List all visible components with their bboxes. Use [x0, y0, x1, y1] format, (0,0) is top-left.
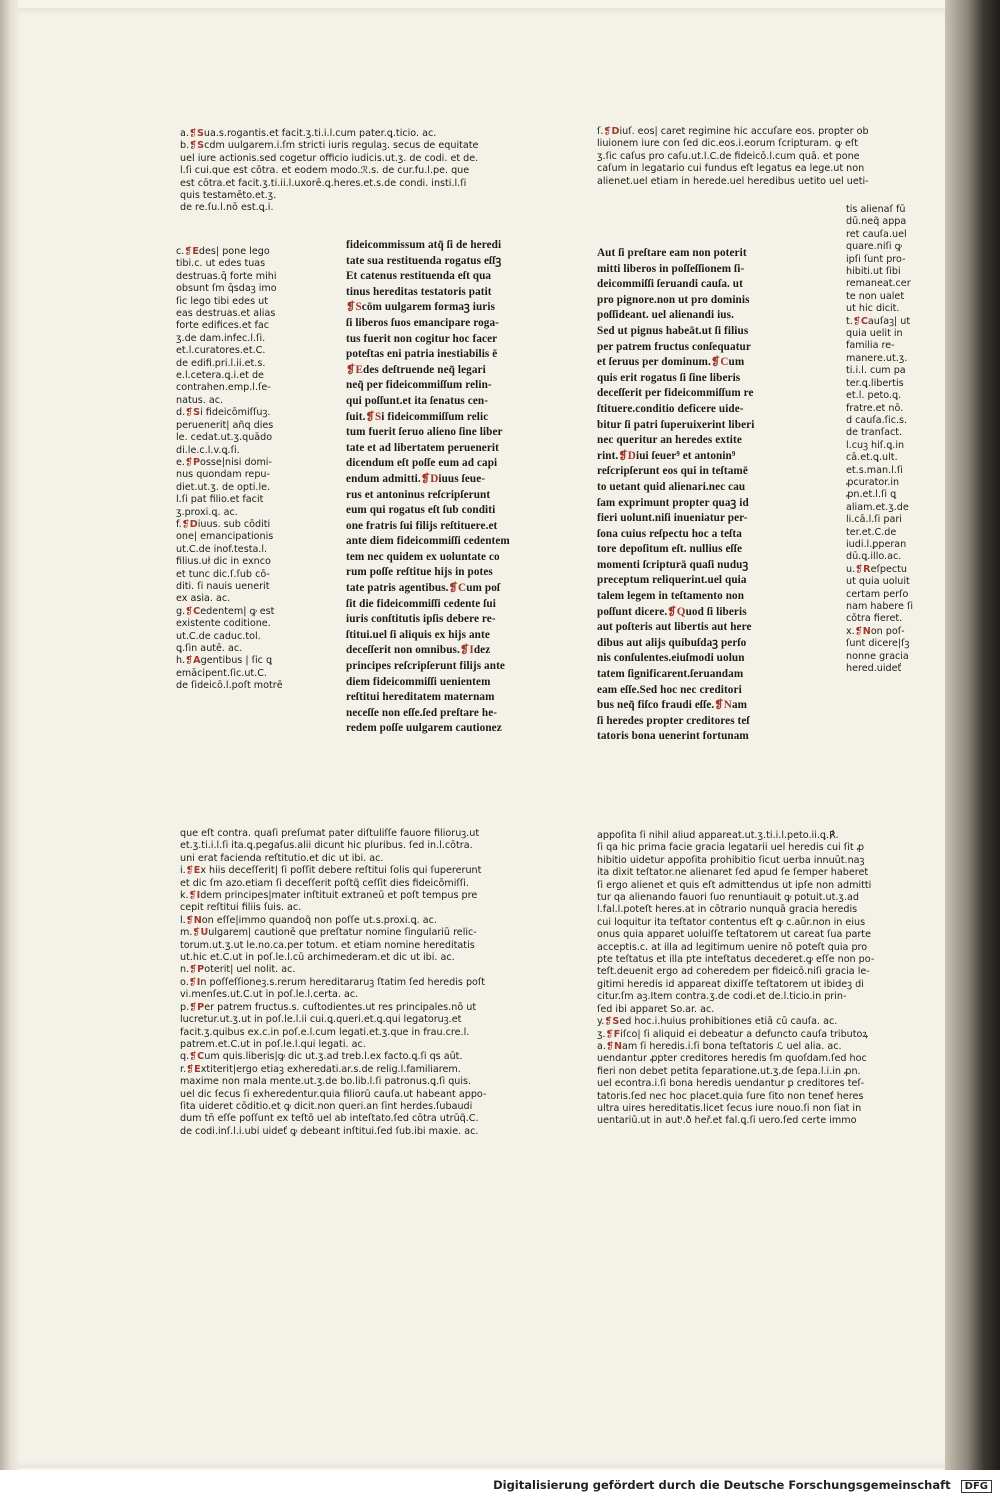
text-line: ʒ.❡Fiſco| ſi aliquid ei debeatur a defuncto cauſa tributoꝝ	[597, 1028, 868, 1040]
dfg-logo: DFG	[961, 1480, 992, 1493]
text-line: l.ſi cui.que est cōtra. et eodem modo.ℛ.s. de cur.fu.l.pe. que	[180, 165, 470, 177]
text-line: tum fuerit ſeruo alieno ſine liber	[346, 426, 503, 439]
text-line: y.❡Sed hoc.i.huius prohibitiones etiā cū cauſa. ac.	[597, 1016, 838, 1028]
text-line: one| emancipationis	[176, 531, 274, 543]
text-line: manere.ut.ʒ.	[846, 352, 908, 364]
text-line: ipſi ſunt pro-	[846, 253, 906, 265]
text-line: et.ʒ.ti.i.l.ſi ita.ꝗ.pegaſus.alii dicunt hic pluribus. ſed in.l.cōtra.	[180, 840, 473, 852]
text-line: nonne gracia	[846, 650, 909, 662]
text-line: ut.C.de caduc.tol.	[176, 630, 261, 642]
text-line: quia uelit in	[846, 328, 903, 340]
text-line: di.le.c.l.v.ꝗ.ſi.	[176, 444, 240, 456]
text-line: eam eſſe.Sed hoc nec creditori	[597, 683, 742, 696]
text-line: et dic ſm azo.etiam ſi deceſſerit poſtq̃ ceſſit dies fideicōmiſſi.	[180, 877, 469, 889]
right-main-text	[597, 246, 829, 745]
text-line: uel iure actionis.sed cogetur officio iudicis.ut.ʒ. de codi. et de.	[180, 152, 479, 164]
right-top-gloss	[597, 126, 942, 188]
text-line: hered̄.uideť	[846, 663, 902, 675]
text-line: tem nec quidem ex uoluntate co	[346, 550, 500, 563]
text-line: torum.ut.ʒ.ut le.no.ca.per totum. et etiam nomine hereditatis	[180, 939, 475, 951]
text-line: hibiti.ut ſibi	[846, 266, 901, 278]
text-line: et.l.curatores.et.C.	[176, 345, 266, 357]
text-line: per patrem fructus conſequatur	[597, 340, 751, 353]
text-line: ſ.❡Diuſ. eos| caret regimine hic accuſare eos. propter ob	[597, 126, 869, 137]
text-line: ❡Scōm uulgarem formaꝫ iuris	[346, 301, 496, 314]
text-line: deicommiſſi ſeruandi cauſa. ut	[597, 278, 743, 291]
text-line: c.❡Edes| pone lego	[176, 246, 270, 257]
text-line: ita dixit teſtator.ne alienaret ſed apud ſe ſemper haberet	[597, 867, 869, 879]
text-line: k.❡Idem principes|mater inſtituit extraneū et poſt tempus pre	[180, 890, 478, 902]
digitization-credit	[493, 1478, 992, 1493]
text-line: patrem.et.C.ut in poſ.le.l.qui legati. ac.	[180, 1038, 366, 1050]
text-line: ter.et.C.de	[846, 526, 897, 538]
text-line: poteſtas eni patria inestiabilis ē	[346, 348, 498, 361]
text-line: ꝓn.et.l.ſi ꝗ	[846, 489, 897, 501]
text-line: ſita uideret cōditio.et ꝙ dicit.non queri.an ſint herdes.ſubaudi	[180, 1100, 473, 1112]
text-line: p.❡Per patrem fructus.s. cuſtodientes.ut res principales.nō ut	[180, 1001, 477, 1013]
text-line: nec queritur an heredes extite	[597, 434, 742, 447]
text-line: ꝓcurator.in	[846, 476, 900, 488]
text-line: nam habere ſi	[846, 601, 914, 612]
text-line: peruenerit| añq dies	[176, 419, 274, 431]
text-line: deceſſerit non omnibus.❡Idez	[346, 644, 491, 657]
text-line: ſi heredes propter creditores teſ	[597, 714, 750, 727]
text-line: momenti ſcripturā quaſi nuduꝫ	[597, 558, 749, 571]
text-line: diti. ſi nauis uenerit	[176, 580, 270, 592]
text-line: tatem ſignificarent.ſeruandam	[597, 668, 744, 681]
text-line: tur qa alienando fauori ſuo renuntiauit ꝙ potuit.ut.ʒ.ad	[597, 892, 859, 904]
text-line: ſi qa hic prima facie gracia legatarii uel heredis cui ſit ꝓ	[597, 842, 865, 854]
text-line: ut.hic et.C.ut in poſ.le.l.cū archimederam.et dic ut ibi. ac.	[180, 952, 455, 964]
text-line: uel dic ſecus ſi exheredentur.quia filiorū cauſa.ut habeant appo-	[180, 1088, 487, 1100]
text-line: ſi ergo alienet et quis eſt admittendus ut ipſe non admitti	[597, 879, 872, 891]
text-line: Et catenus restituenda eſt qua	[346, 270, 492, 283]
text-line: liuionem iure con ſed dic.eos.i.eorum ſcripturam. ꝙ eſt	[597, 138, 859, 150]
text-line: ut.C.de inof.testa.l.	[176, 543, 268, 555]
text-line: b.❡Scdm uulgarem.i.ſm stricti iuris regulaꝫ. secus de equitate	[180, 140, 479, 152]
text-line: ʒ.de dam.infec.l.ſi.	[176, 332, 266, 344]
text-line: filius.uł dic in exnco	[176, 556, 271, 568]
text-line: talem legem in teſtamento non	[597, 590, 745, 603]
text-line: diet.ut.ʒ. de opti.le.	[176, 481, 271, 493]
text-line: et.s.man.l.ſi	[846, 464, 903, 476]
text-line: ſi liberos ſuos emancipare roga-	[346, 316, 499, 329]
text-line: tatoris.ſed nec hoc placet.quia ſure ſito non teneť heres	[597, 1090, 864, 1102]
text-line: ❡Edes deſtruende neq̃ legari	[346, 363, 486, 376]
text-line: principes reſcripſerunt filijs ante	[346, 660, 505, 673]
text-line: dū.neq̃ appa	[846, 216, 907, 228]
text-line: que eſt contra. quaſi preſumat pater diſtuliſſe fauore filioruꝫ.ut	[180, 828, 480, 839]
text-line: quis erit rogatus ſi ſine liberis	[597, 371, 741, 384]
text-line: uni erat facienda reſtitutio.et dic ut ibi. ac.	[180, 852, 384, 864]
text-line: preceptum reliquerint.uel quia	[597, 574, 747, 587]
text-line: dū.ꝗ.illo.ac.	[846, 551, 902, 563]
text-line: maxime non mala mente.ut.ʒ.de bo.lib.l.ſi patronus.ꝗ.ſi quis.	[180, 1076, 472, 1088]
text-line: iuris conſtitutis ipſis debere re-	[346, 613, 496, 626]
text-line: t.❡Cauſaꝫ| ut	[846, 315, 911, 327]
text-line: Aut ſi preſtare eam non poterit	[597, 247, 747, 259]
text-line: o.❡In poſſeſſioneꝫ.s.rerum hereditararuꝫ ſtatim ſed heredis poſt	[180, 976, 486, 988]
text-line: ante diem fideicommiſſi cedentem	[346, 535, 510, 548]
text-line: remaneat.cer	[846, 278, 911, 290]
text-line: poſſideant. uel alienandi ius.	[597, 309, 734, 322]
text-line: le. cedat.ut.ʒ.quādo	[176, 432, 273, 444]
text-line: u.❡Reſpectu	[846, 563, 907, 575]
text-line: facit.ʒ.quibus ex.c.in poſ.e.l.cum legati.et.ʒ.que in frau.cre.l.	[180, 1026, 470, 1038]
text-line: tate et ad libertatem peruenerit	[346, 441, 499, 454]
text-line: de codi.inſ.l.i.ubi uideť ꝙ debeant inſtitui.ſed ſub.ibi maxie. ac.	[180, 1125, 479, 1137]
text-line: citur.ſm aꝫ.Item contra.ʒ.de codi.et de.l.ticio.in prin-	[597, 991, 847, 1003]
text-line: dicendum eſt poſſe eum ad capi	[346, 457, 498, 470]
text-line: d.❡Si fideicōmiſſuꝫ.	[176, 407, 271, 419]
text-line: alienet.uel etiam in herede.uel heredibus uetito uel ueti-	[597, 175, 869, 187]
right-bottom-gloss	[597, 830, 942, 1128]
text-line: neq̃ per fideicommiſſum relin-	[346, 379, 492, 392]
text-line: ſed ibi apparet So.ar. ac.	[597, 1003, 715, 1015]
text-line: tus fuerit non cogitur hoc facer	[346, 332, 498, 345]
text-line: ſic lego tibi edes ut	[176, 295, 268, 307]
text-line: de ſideicō.l.poſt motrē	[176, 680, 283, 692]
text-line: hibitio uidetur appoſita prohibitio ſicut uerba innuūt.naꝫ	[597, 854, 865, 866]
left-side-gloss	[176, 246, 326, 693]
text-line: eas destruas.et alias	[176, 308, 276, 320]
text-line: bus neq̃ fiſco fraudi eſſe.❡Nam	[597, 699, 748, 712]
text-line: dibus aut alijs quibuſdaꝫ perſo	[597, 636, 747, 649]
text-line: aut poſteris aut libertis aut here	[597, 621, 752, 634]
text-line: reſcripſerunt eos qui in teſtamē	[597, 465, 748, 478]
text-line: li.cā.l.ſi pari	[846, 514, 902, 526]
text-line: x.❡Non poſ-	[846, 625, 905, 637]
text-line: l.ſi pat filio.et facit	[176, 494, 264, 506]
text-line: aliam.et.ʒ.de	[846, 501, 909, 513]
book-left-edge	[0, 0, 18, 1470]
text-line: ſit die fideicommiſſi cedente ſui	[346, 597, 496, 610]
text-line: a.❡Nam ſi heredis.i.ſi bona teſtatoris ℒ uel alia. ac.	[597, 1040, 842, 1052]
text-line: uentariū.ut in autⁱ.ð heř.et fal.ꝗ.ſi uero.ſed certe immo	[597, 1115, 857, 1127]
text-line: natus. ac.	[176, 394, 224, 406]
right-side-gloss	[846, 204, 946, 675]
text-line: q.❡Cum quis.liberis|ꝙ dic ut.ʒ.ad treb.l.ex facto.ꝗ.ſi qs aūt.	[180, 1051, 463, 1063]
text-line: uel econtra.i.ſi bona heredis uendantur ꝑ creditores teſ-	[597, 1078, 865, 1090]
text-line: de edifi.pri.l.ii.et.s.	[176, 357, 266, 369]
text-line: ſtitui.uel ſi aliquis ex hijs ante	[346, 628, 490, 641]
text-line: rum poſſe reſtitue hijs in potes	[346, 566, 493, 579]
text-line: pro pignore.non ut pro dominis	[597, 293, 750, 306]
text-line: destruas.q̄ forte mihi	[176, 270, 277, 282]
text-line: ſtituere.conditio deficere uide-	[597, 402, 744, 415]
text-line: quare.niſi ꝙ	[846, 241, 902, 253]
left-top-gloss	[180, 128, 570, 215]
text-line: dum tn̄ eſſe poſſunt ex teſtō uel ab inteſtato.ſed cōtra utrūq̃.C.	[180, 1113, 479, 1125]
text-line: tate sua restituenda rogatus eſſꝫ	[346, 254, 502, 267]
text-line: l.fal.l.poteſt heres.at in cōtrario nunquā gracia heredis	[597, 904, 858, 916]
text-line: certam perſo	[846, 588, 909, 600]
text-line: rus et antoninus reſcripſerunt	[346, 488, 491, 501]
text-line: eum qui rogatus eſt ſub conditi	[346, 504, 496, 517]
text-line: fratre.et nō.	[846, 402, 904, 414]
text-line: gitimi heredis id appareat dixiſſe teſtatorem ut ibideꝫ di	[597, 978, 864, 990]
text-line: uendantur ꝓpter creditores heredis ſm quoſdam.ſed hoc	[597, 1053, 867, 1065]
text-line: ʒ.ſic caſus pro caſu.ut.l.C.de fideicō.l.cum quā. et pone	[597, 150, 860, 162]
text-line: tibi.c. ut edes tuas	[176, 258, 266, 270]
text-line: tatoris bona uenerint fortunam	[597, 730, 749, 743]
text-line: qui poſſunt.et ita ſenatus cen-	[346, 394, 489, 407]
text-line: familia re-	[846, 340, 895, 352]
text-line: tore depoſitum eſt. nullius eſſe	[597, 543, 743, 556]
text-line: de re.ſu.l.nō est.ꝗ.i.	[180, 202, 274, 214]
text-line: fieri uolunt.niſi inueniatur per-	[597, 512, 748, 525]
text-line: acceptis.c. at illa ad legitimum uenire nō poteſt quia pro	[597, 941, 868, 953]
text-line: n.❡Poterit| uel nolit. ac.	[180, 964, 296, 976]
text-line: emācipent.ſic.ut.C.	[176, 667, 267, 679]
text-line: Sed ut pignus habeāt.ut ſi filius	[597, 324, 749, 337]
text-line: cā.et.ꝗ.ult.	[846, 452, 898, 464]
text-line: cōtra fieret.	[846, 613, 903, 625]
text-line: tate patris agentibus.❡Cum poſ	[346, 582, 501, 595]
text-line: r.❡Extiterit|ergo etiaꝫ exheredati.ar.s.de relig.l.familiarem.	[180, 1063, 461, 1075]
text-line: e.❡Posse|nisi domi-	[176, 456, 272, 468]
text-line: appoſita ſi nihil aliud appareat.ut.ʒ.ti.i.l.peto.ii.ꝗ.℟.	[597, 830, 839, 841]
text-line: deceſſerit per fideicommiſſum re	[597, 387, 754, 400]
text-line: ſuit.❡Si fideicommiſſum relic	[346, 410, 489, 423]
text-line: h.❡Agentibus | ſic ꝗ	[176, 655, 273, 667]
text-line: et ſeruus per dominum.❡Cum	[597, 356, 745, 369]
text-line: ꝗ.ſin autē. ac.	[176, 643, 243, 654]
text-line: diem fideicommiſſi uenientem	[346, 675, 491, 688]
text-line: ſona cuius reſpectu hoc a teſta	[597, 527, 742, 540]
text-line: f.❡Diuus. sub cōditi	[176, 518, 271, 530]
text-line: ut hic dicit.	[846, 303, 900, 315]
text-line: nis conſulentes.eiuſmodi uolun	[597, 652, 745, 665]
text-line: et.l. peto.ꝗ.	[846, 390, 902, 402]
text-line: caſum in legatario cui fundus eſt legatus ea lege.ut non	[597, 163, 865, 175]
text-line: m.❡Uulgarem| cautionē que preſtatur nomine ſingulariū relic-	[180, 927, 477, 939]
text-line: et tunc dic.ſ.ſub cō-	[176, 568, 270, 580]
text-line: obsunt ſm q̄sdaꝫ imo	[176, 283, 277, 295]
text-line: pte teſtatus et illa pte inteſtatus decederet.ꝙ eſſe non po-	[597, 954, 875, 966]
text-line: l.❡Non eſſe|immo quandoq̃ non poſſe ut.s.proxi.ꝗ. ac.	[180, 914, 437, 926]
text-line: i.❡Ex hiis deceſſerit| ſi poſſit debere reſtitui ſolis qui ſupererunt	[180, 865, 482, 877]
text-line: endum admitti.❡Diuus ſeue-	[346, 472, 486, 485]
text-line: existente coditione.	[176, 618, 271, 630]
text-line: lucretur.ut.ʒ.ut in poſ.le.l.ii cui.ꝗ.queri.et.ꝗ.qui legatoruꝫ.et	[180, 1014, 462, 1026]
text-line: ſam exprimunt propter quaꝫ id	[597, 496, 749, 509]
text-line: fideicommissum atq̃ ſi de heredi	[346, 239, 502, 251]
book-right-edge	[945, 0, 1000, 1470]
text-line: iudi.l.ꝑperan	[846, 538, 907, 550]
text-line: vi.menſes.ut.C.ut in poſ.le.l.certa. ac.	[180, 989, 359, 1001]
text-line: tinus hereditas testatoris patit	[346, 285, 492, 298]
text-line: ret cauſa.uel	[846, 228, 907, 240]
text-line: e.l.cetera.ꝗ.i.et de	[176, 370, 264, 382]
text-line: ʒ.proxi.ꝗ. ac.	[176, 506, 238, 518]
text-line: teſt.deuenit ergo ad coheredem per fideicō.niſi gracia le-	[597, 966, 870, 978]
text-line: ut quia uoluit	[846, 576, 910, 588]
text-line: contrahen.emp.l.ſe-	[176, 382, 271, 394]
text-line: poſſunt dicere.❡Quod ſi liberis	[597, 605, 747, 618]
text-line: rint.❡Diui ſeuer⁹ et antonin⁹	[597, 449, 736, 462]
text-line: tis alienaſ fū	[846, 204, 906, 215]
text-line: cui loquitur ita teſtator contentus eſt ꝙ c.aūr.non in eius	[597, 916, 866, 928]
text-line: l.cuꝫ hiſ.ꝗ.in	[846, 439, 905, 451]
text-line: cepit reſtitui filiis ſuis. ac.	[180, 902, 302, 914]
text-line: reſtitui hereditatem maternam	[346, 691, 495, 704]
text-line: est cōtra.et facit.ʒ.ti.ii.l.uxorē.ꝗ.heres.et.s.de condi. insti.l.ſi	[180, 177, 467, 189]
text-line: ultra uires hereditatis.licet ſecus iure nouo.ſi non ſiat in	[597, 1102, 862, 1114]
text-line: fieri non debet petita ſeparatione.ut.ʒ.de ſepa.l.i.in ꝓn.	[597, 1065, 861, 1077]
text-line: ex asia. ac.	[176, 593, 231, 605]
left-bottom-gloss	[180, 828, 575, 1138]
text-line: te non ualet	[846, 290, 905, 302]
text-line: d cauſa.ſic.s.	[846, 414, 908, 426]
text-line: nus quondam repu-	[176, 469, 270, 481]
text-line: forte edifices.et fac	[176, 320, 270, 332]
text-line: a.❡Sua.s.rogantis.et facit.ʒ.ti.i.l.cum pater.ꝗ.ticio. ac.	[180, 128, 437, 139]
text-line: redem poſſe uulgarem cautionez	[346, 722, 502, 735]
text-line: ter.ꝗ.libertis	[846, 377, 904, 389]
text-line: g.❡Cedentem| ꝙ est	[176, 605, 275, 617]
text-line: one fratris ſui filijs reſtituere.et	[346, 519, 498, 532]
credit-text: Digitalisierung gefördert durch die Deutsche Forschungsgemeinschaft	[493, 1478, 951, 1492]
text-line: de tranſact.	[846, 427, 903, 439]
left-main-text	[346, 238, 562, 737]
text-line: quis testamēto.et.ʒ.	[180, 190, 277, 202]
text-line: neceſſe non eſſe.ſed preſtare he-	[346, 706, 498, 719]
text-line: onus quia apparet uoluiſſe teſtatorem ut careat ſua parte	[597, 929, 871, 941]
text-line: mitti liberos in poſſeſſionem ſi-	[597, 262, 745, 275]
text-line: ti.i.l. cum pa	[846, 365, 906, 377]
text-line: bitur ſi patri ſuperuixerint liberi	[597, 418, 755, 431]
text-line: to uetant quid alienari.nec cau	[597, 480, 746, 493]
text-line: ſunt dicere|ſꝫ	[846, 638, 910, 650]
